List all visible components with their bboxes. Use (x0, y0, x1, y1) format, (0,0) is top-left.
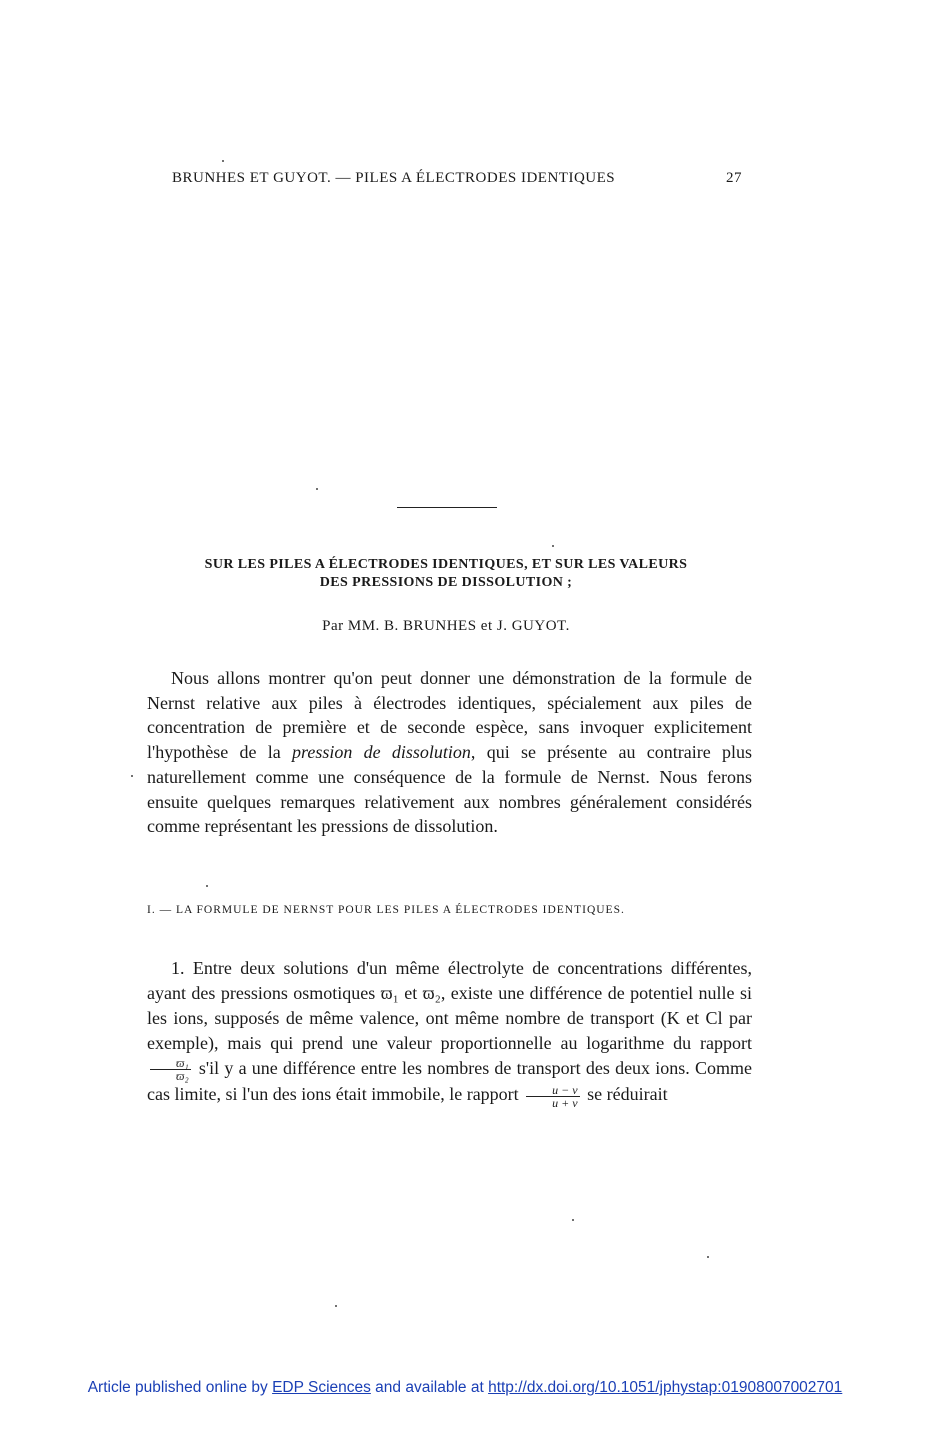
symbol-varpi-1: ϖ₁ (380, 983, 399, 1003)
edp-sciences-link[interactable]: EDP Sciences (272, 1379, 371, 1396)
fraction-numerator: ϖ₁ (150, 1057, 191, 1070)
intro-text-2: , qui se présente au contraire plus naturellement comme une conséquence de la formule de Nernst. Nous ferons ensuite quelques remarques relativement aux nombres généralement considérés comme représentant les pressions de dissolution. (147, 742, 752, 837)
running-head (172, 170, 742, 187)
byline: Par MM. B. BRUNHES et J. GUYOT. (322, 618, 570, 634)
body-paragraph-1 (147, 956, 752, 1109)
page-number: 27 (726, 170, 742, 186)
print-speck (316, 488, 318, 490)
article-title-line1: SUR LES PILES A ÉLECTRODES IDENTIQUES, ET SUR LES VALEURS (204, 557, 688, 572)
article-title-line2: DES PRESSIONS DE DISSOLUTION ; (319, 575, 573, 590)
body-text-3: s'il y a une différence entre les nombres de transport des deux ions. Comme cas limite, si l'un des ions était immobile, le rapport (147, 1058, 752, 1105)
separator-rule (397, 507, 497, 508)
print-speck (707, 1256, 709, 1258)
body-and: et (398, 983, 423, 1003)
print-speck (552, 545, 554, 547)
symbol-varpi-2: ϖ₂ (422, 983, 441, 1003)
fraction-transport-ratio (526, 1084, 579, 1109)
print-speck (572, 1219, 574, 1221)
publisher-footer (0, 1379, 930, 1397)
print-speck (335, 1305, 337, 1307)
fraction-denominator: u + v (552, 1095, 578, 1110)
intro-text-1: Nous allons montrer qu'on peut donner une démonstration de la formule de Nernst relative aux piles à électrodes identiques, spécialement aux piles de concentration de première et de seconde espèce, sans invoquer explicitement l'hypothèse de la (147, 668, 752, 763)
body-text-4: se réduirait (582, 1084, 668, 1105)
doi-link[interactable]: http://dx.doi.org/10.1051/jphystap:01908007002701 (488, 1379, 843, 1396)
running-head-text: BRUNHES ET GUYOT. — PILES A ÉLECTRODES IDENTIQUES (172, 170, 616, 186)
article-title (140, 556, 752, 592)
fraction-pressure-ratio (150, 1057, 191, 1082)
body-text-1: 1. Entre deux solutions d'un même électrolyte de concentrations différentes, ayant des pressions osmotiques (147, 958, 752, 1003)
intro-italic: pression de dissolution (292, 742, 471, 763)
section-heading: I. — LA FORMULE DE NERNST POUR LES PILES A ÉLECTRODES IDENTIQUES. (147, 904, 625, 916)
body-text-2: , existe une différence de potentiel nulle si les ions, supposés de même valence, ont même nombre de transport (K et Cl par exemple), mais qui prend une valeur proportionnelle au logarithme du rapport (147, 983, 752, 1053)
footer-prefix: Article published online by (87, 1379, 273, 1396)
footer-middle: and available at (370, 1379, 489, 1396)
intro-paragraph (147, 666, 752, 839)
print-speck (222, 160, 224, 162)
fraction-numerator: u − v (526, 1084, 579, 1097)
print-speck (206, 885, 208, 887)
fraction-denominator: ϖ₂ (176, 1069, 189, 1084)
print-speck (131, 775, 133, 777)
